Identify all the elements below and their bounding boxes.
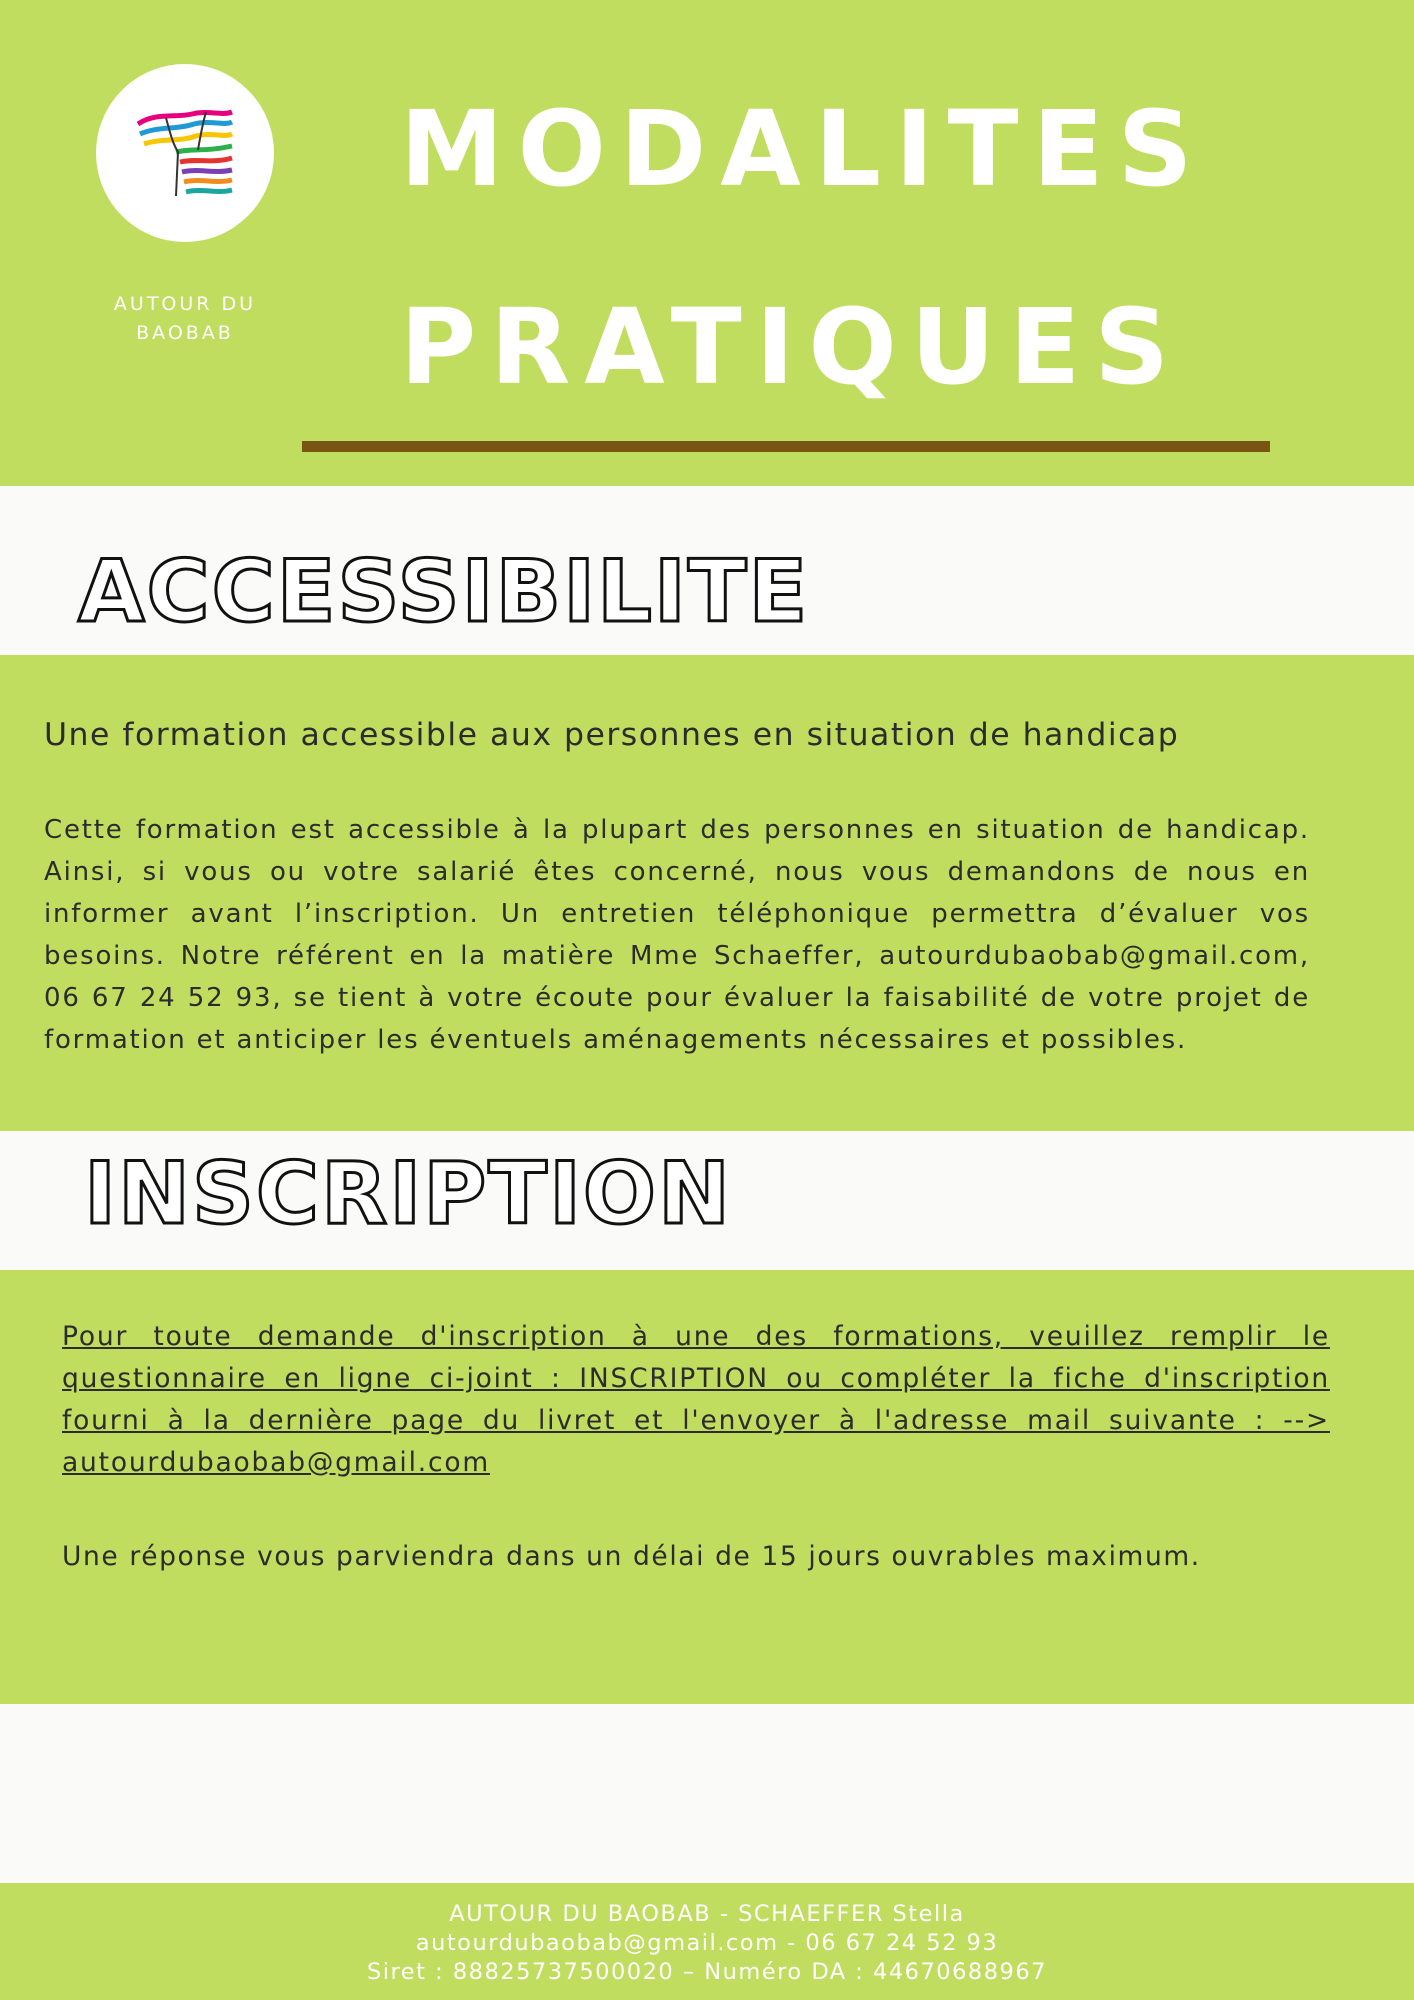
page-title-line-1: MODALITES [400,88,1207,210]
accessibilite-body: Cette formation est accessible à la plupart des personnes en situation de handicap. Ainsi, si vous ou votre salarié êtes concerné, nous vous demandons de nous en informer avant l’inscription. Un entretien téléphonique permettra d’évaluer vos besoins. Notre référent en la matière Mme Schaeffer, autourdubaobab@gmail.com, 06 67 24 52 93, se tient à votre écoute pour évaluer la faisabilité de votre projet de formation et anticiper les éventuels aménagements nécessaires et possibles. [44,815,1310,1055]
accessibilite-lead: Une formation accessible aux personnes en situation de handicap [44,717,1180,753]
footer-line-1: AUTOUR DU BAOBAB - SCHAEFFER Stella [449,1901,965,1927]
page-title-line-2: PRATIQUES [400,286,1184,408]
baobab-tree-logo-icon [136,108,234,196]
footer-contact[interactable]: autourdubaobab@gmail.com - 06 67 24 52 93 [415,1930,999,1956]
footer-legal: Siret : 88825737500020 – Numéro DA : 44670688967 [366,1959,1047,1985]
brand-line-1: AUTOUR DU [113,293,257,315]
brand-name [95,290,275,348]
logo [96,64,274,242]
accessibilite-heading: ACCESSIBILITE [78,542,810,642]
inscription-instructions-link[interactable]: Pour toute demande d'inscription à une des formations, veuillez remplir le questionnaire en ligne ci-joint : INSCRIPTION ou compléter la fiche d'inscription fourni à la dernière page du livret et l'envoyer à l'adresse mail suivante : --> autourdubaobab@gmail.com [62,1321,1330,1478]
inscription-heading: INSCRIPTION [84,1144,733,1244]
title-underline [302,441,1270,452]
inscription-reply-delay: Une réponse vous parviendra dans un délai de 15 jours ouvrables maximum. [62,1541,1201,1572]
brand-line-2: BAOBAB [136,322,234,344]
footer [0,1900,1414,1987]
